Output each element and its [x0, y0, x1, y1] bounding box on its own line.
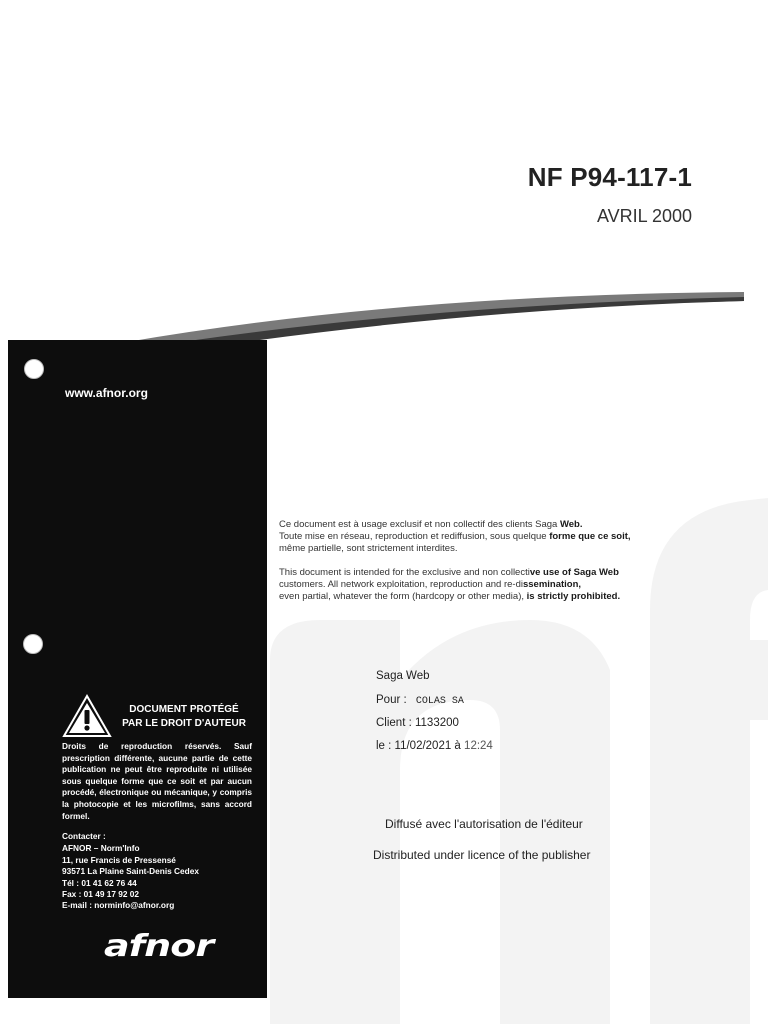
distribution-en: Distributed under licence of the publisher — [373, 848, 591, 862]
afnor-website-link[interactable]: www.afnor.org — [65, 386, 148, 400]
notice-en-line1 — [279, 567, 619, 579]
afnor-logo: afnor — [104, 928, 214, 964]
client-company: Saga Web — [376, 670, 430, 682]
contact-phone: Tél : 01 41 62 76 44 — [62, 878, 137, 888]
notice-fr-line1 — [279, 519, 582, 531]
notice-fr-line1-bold: Web. — [559, 519, 583, 530]
notice-en-line3 — [279, 591, 620, 603]
notice-fr-line2-text: Toute mise en réseau, reproduction et rediffusion, sous quelque — [279, 531, 550, 542]
client-date — [376, 740, 493, 752]
date-time: 12:24 — [464, 740, 493, 752]
contact-org: AFNOR – Norm'Info — [62, 843, 140, 853]
notice-fr-line1-text: Ce document est à usage exclusif et non collectif des clients Saga — [279, 519, 560, 530]
punch-hole — [24, 359, 44, 379]
punch-hole — [23, 634, 43, 654]
client-number: Client : 1133200 — [376, 717, 459, 729]
notice-en-line2-bold: ssemination, — [522, 579, 582, 590]
reproduction-rights-text: Droits de reproduction réservés. Sauf prescription différente, aucune partie de cette publication ne peut être reproduite ni utilisée sous quelque forme que ce soit et par aucun procédé, électronique ou mécanique, y compris la photocopie et les microfilms, sans accord formel. — [62, 741, 252, 821]
notice-en-line1-bold: ve use of Saga Web — [529, 567, 619, 578]
pour-value: COLAS SA — [415, 696, 464, 707]
notice-en-line3-bold: is strictly prohibited. — [526, 591, 621, 602]
contact-street: 11, rue Francis de Pressensé — [62, 855, 176, 865]
contact-label: Contacter : — [62, 831, 106, 841]
notice-en-line2-text: customers. All network exploitation, reproduction and re-di — [279, 579, 523, 590]
notice-fr-line2 — [279, 531, 631, 543]
client-pour — [376, 694, 464, 707]
distribution-fr: Diffusé avec l'autorisation de l'éditeur — [385, 817, 583, 831]
document-code: NF P94-117-1 — [527, 162, 692, 192]
notice-fr-line2-bold: forme que ce soit, — [549, 531, 631, 542]
copyright-protection-title — [112, 703, 256, 731]
date-label: le : 11/02/2021 à — [376, 740, 461, 752]
notice-en-line1-text: This document is intended for the exclusive and non collecti — [279, 567, 530, 578]
contact-email: E-mail : norminfo@afnor.org — [62, 900, 175, 910]
warning-icon — [62, 694, 112, 738]
document-date: AVRIL 2000 — [596, 206, 692, 226]
protect-title-line2: PAR LE DROIT D'AUTEUR — [122, 718, 246, 729]
notice-en-line2 — [279, 579, 581, 591]
pour-label: Pour : — [376, 694, 407, 706]
notice-en-line3-text: even partial, whatever the form (hardcopy or other media), — [279, 591, 527, 602]
notice-fr-line3: même partielle, sont strictement interdites. — [279, 543, 458, 554]
contact-city: 93571 La Plaine Saint-Denis Cedex — [62, 866, 199, 876]
protect-title-line1: DOCUMENT PROTÉGÉ — [129, 704, 239, 715]
contact-fax: Fax : 01 49 17 92 02 — [62, 889, 140, 899]
